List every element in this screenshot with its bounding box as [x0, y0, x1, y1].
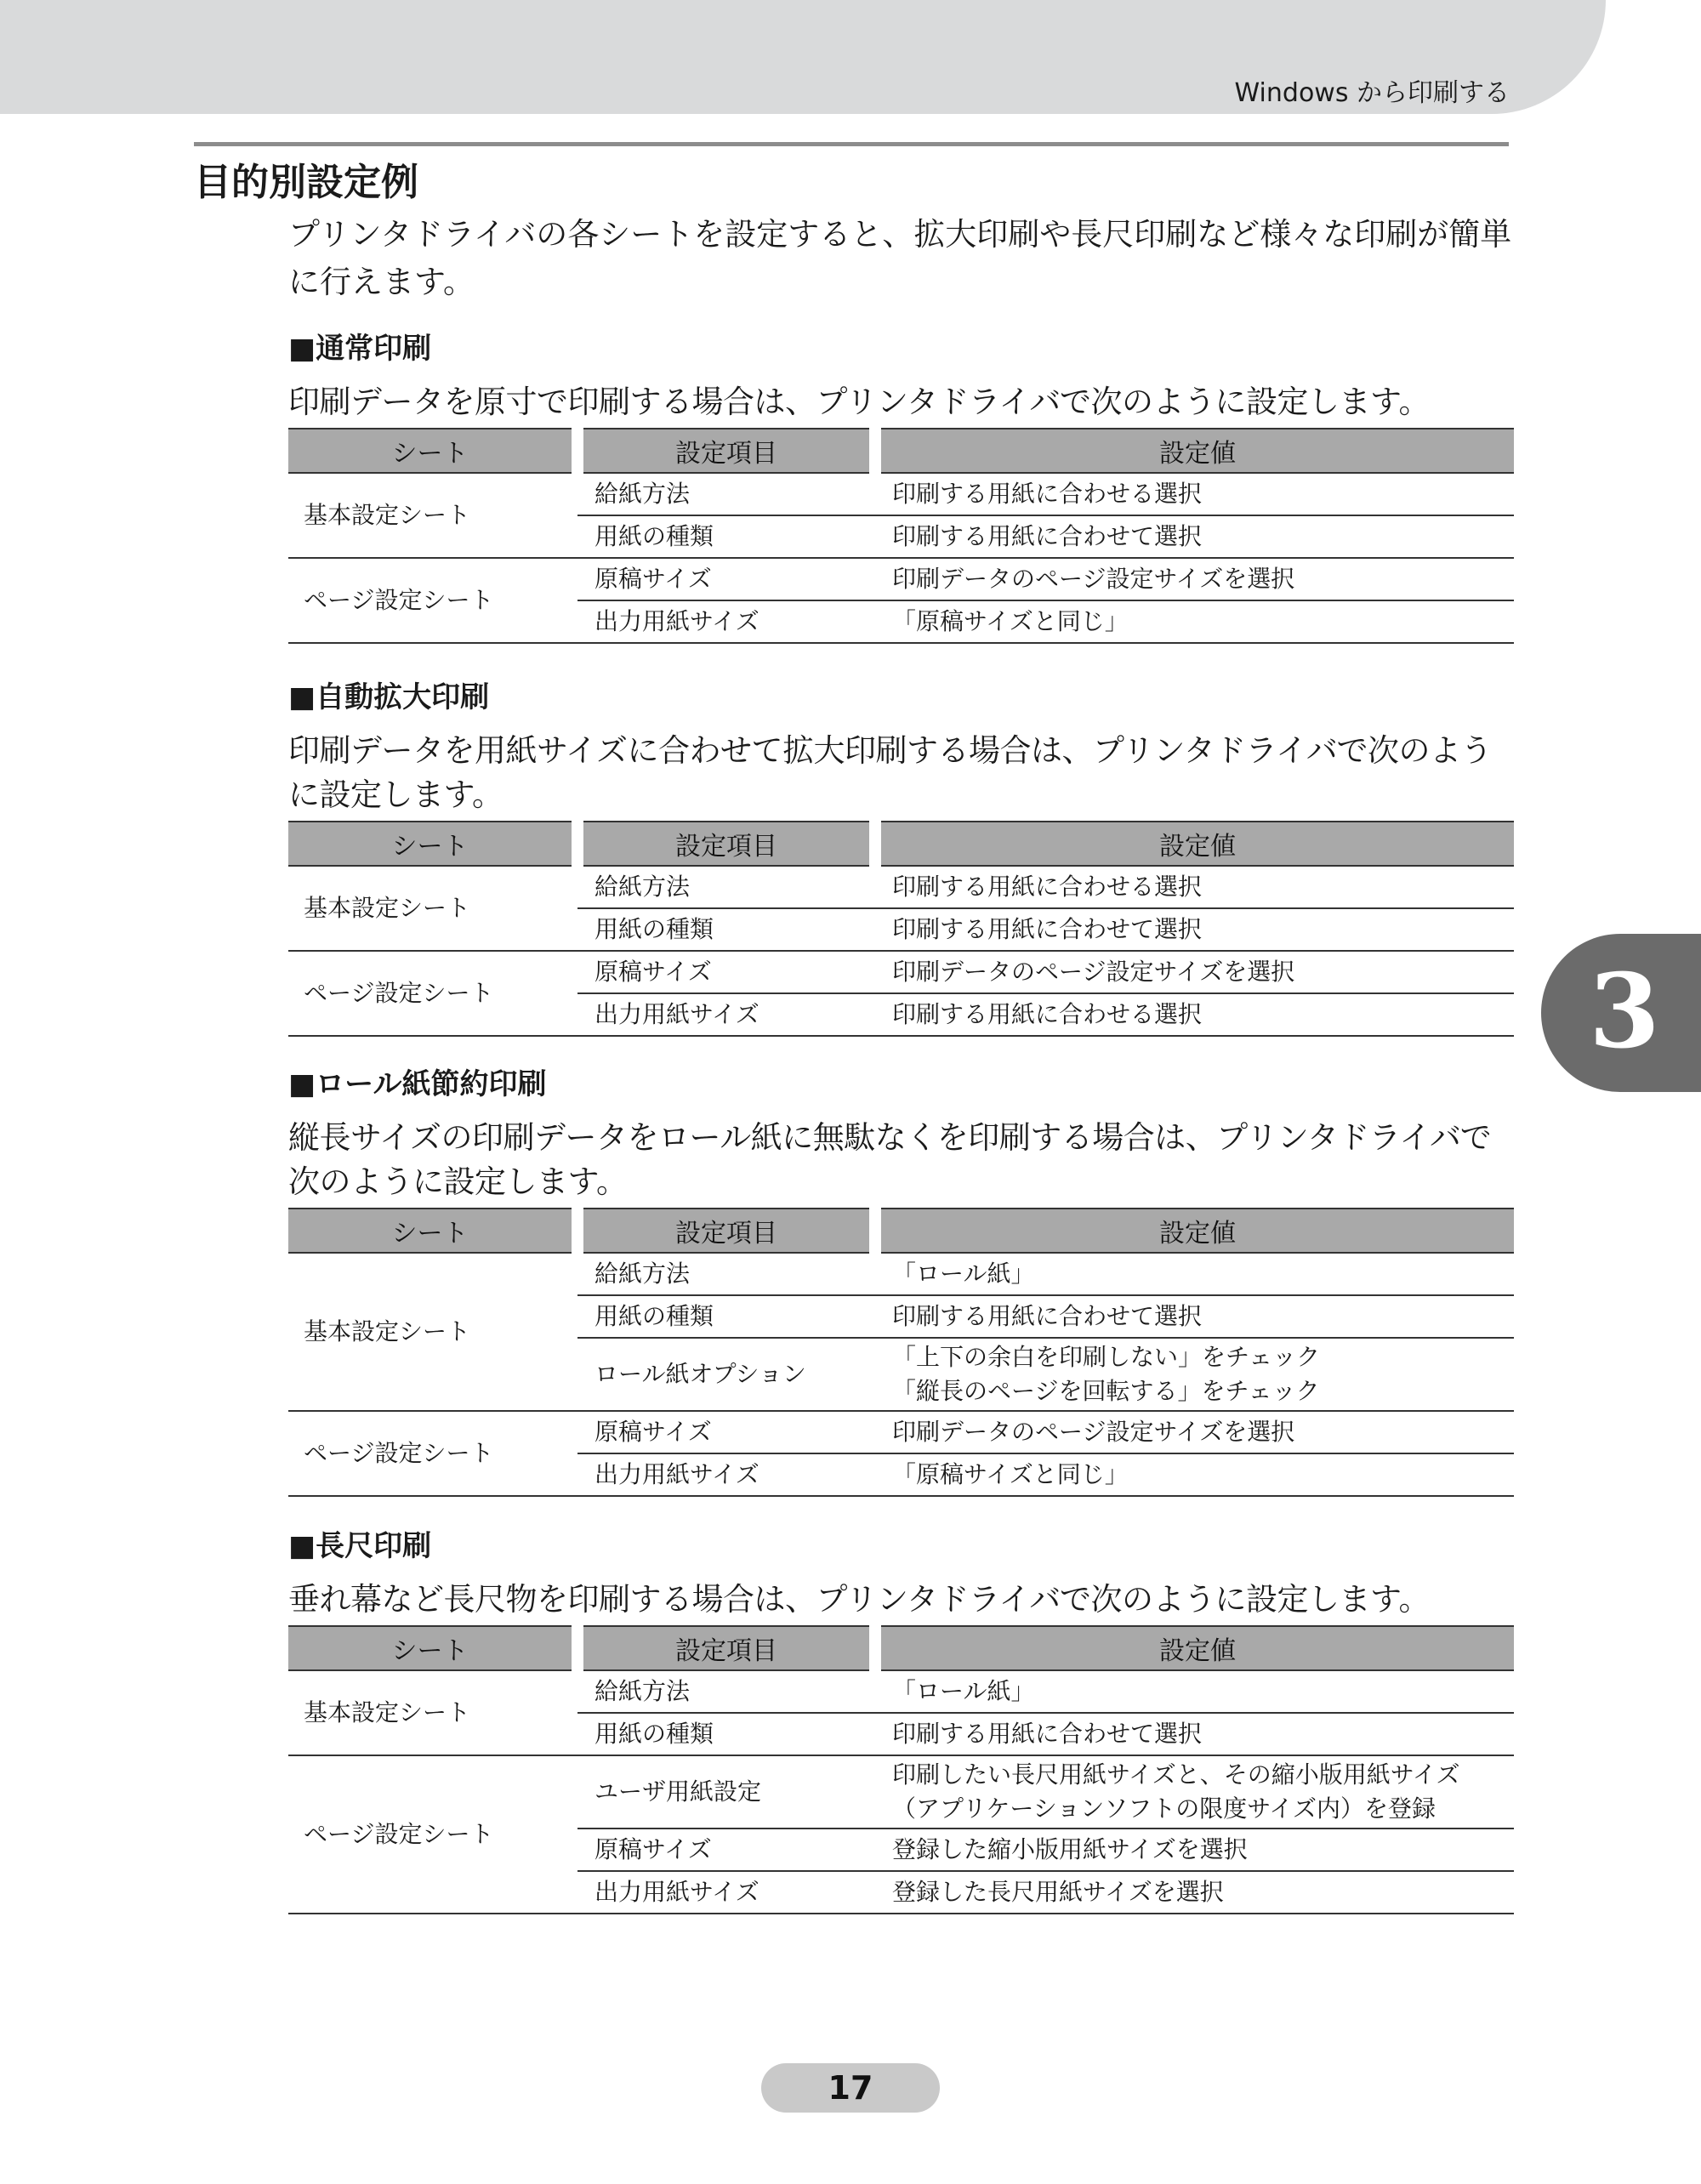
item-cell: 出力用紙サイズ — [577, 600, 875, 643]
item-cell: ロール紙オプション — [577, 1338, 875, 1411]
section-heading: ■自動拡大印刷 — [288, 680, 490, 714]
sheet-cell: ページ設定シート — [288, 558, 577, 643]
value-cell: 印刷する用紙に合わせて選択 — [875, 1295, 1514, 1338]
sheet-cell: ページ設定シート — [288, 1411, 577, 1496]
table-row — [288, 866, 1514, 908]
settings-table — [288, 428, 1514, 644]
value-cell: 「ロール紙」 — [875, 1253, 1514, 1295]
value-cell: 「原稿サイズと同じ」 — [875, 1453, 1514, 1496]
value-cell: 登録した長尺用紙サイズを選択 — [875, 1871, 1514, 1914]
value-cell: 印刷する用紙に合わせる選択 — [875, 473, 1514, 515]
section-description: 垂れ幕など長尺物を印刷する場合は、プリンタドライバで次のように設定します。 — [288, 1581, 1430, 1618]
column-header-item: 設定項目 — [577, 429, 875, 473]
table-row — [288, 473, 1514, 515]
value-cell: 印刷する用紙に合わせる選択 — [875, 993, 1514, 1036]
column-header-item: 設定項目 — [577, 822, 875, 866]
section-long-print — [288, 1525, 1514, 1914]
item-cell: 給紙方法 — [577, 1253, 875, 1295]
sheet-cell: ページ設定シート — [288, 951, 577, 1036]
table-header-row — [288, 1209, 1514, 1253]
column-header-value: 設定値 — [875, 1209, 1514, 1253]
item-cell: 原稿サイズ — [577, 1829, 875, 1871]
value-line: （アプリケーションソフトの限度サイズ内）を登録 — [892, 1794, 1436, 1823]
column-header-item: 設定項目 — [577, 1626, 875, 1670]
item-cell: ユーザ用紙設定 — [577, 1755, 875, 1829]
section-heading: ■通常印刷 — [288, 332, 432, 366]
section-heading: ■長尺印刷 — [288, 1529, 432, 1563]
settings-table — [288, 821, 1514, 1037]
item-cell: 用紙の種類 — [577, 1295, 875, 1338]
sheet-cell: 基本設定シート — [288, 473, 577, 558]
value-cell: 「原稿サイズと同じ」 — [875, 600, 1514, 643]
value-cell — [875, 1755, 1514, 1829]
settings-table — [288, 1208, 1514, 1497]
column-header-sheet: シート — [288, 1209, 577, 1253]
value-cell — [875, 1338, 1514, 1411]
column-header-sheet: シート — [288, 429, 577, 473]
page-number: 17 — [761, 2063, 940, 2113]
item-cell: 原稿サイズ — [577, 558, 875, 600]
item-cell: 原稿サイズ — [577, 1411, 875, 1453]
value-cell: 印刷する用紙に合わせて選択 — [875, 908, 1514, 951]
value-cell: 登録した縮小版用紙サイズを選択 — [875, 1829, 1514, 1871]
table-header-row — [288, 822, 1514, 866]
item-cell: 用紙の種類 — [577, 1713, 875, 1755]
column-header-value: 設定値 — [875, 822, 1514, 866]
section-normal-print — [288, 327, 1514, 644]
value-cell: 印刷する用紙に合わせて選択 — [875, 1713, 1514, 1755]
section-auto-enlarge — [288, 676, 1514, 1037]
column-header-sheet: シート — [288, 1626, 577, 1670]
value-cell: 印刷データのページ設定サイズを選択 — [875, 951, 1514, 993]
settings-table — [288, 1625, 1514, 1914]
item-cell: 用紙の種類 — [577, 908, 875, 951]
table-row — [288, 558, 1514, 600]
table-header-row — [288, 429, 1514, 473]
item-cell: 原稿サイズ — [577, 951, 875, 993]
value-cell: 印刷データのページ設定サイズを選択 — [875, 1411, 1514, 1453]
sheet-cell: 基本設定シート — [288, 1670, 577, 1755]
item-cell: 給紙方法 — [577, 866, 875, 908]
item-cell: 給紙方法 — [577, 473, 875, 515]
running-header: Windows から印刷する — [1234, 78, 1510, 108]
table-row — [288, 1411, 1514, 1453]
item-cell: 出力用紙サイズ — [577, 993, 875, 1036]
table-header-row — [288, 1626, 1514, 1670]
column-header-value: 設定値 — [875, 429, 1514, 473]
chapter-number: 3 — [1589, 952, 1660, 1072]
page-title: 目的別設定例 — [194, 161, 418, 204]
sheet-cell: 基本設定シート — [288, 1253, 577, 1411]
section-heading: ■ロール紙節約印刷 — [288, 1067, 547, 1101]
value-line: 印刷したい長尺用紙サイズと、その縮小版用紙サイズ — [892, 1760, 1460, 1789]
table-row — [288, 1755, 1514, 1829]
column-header-value: 設定値 — [875, 1626, 1514, 1670]
value-line: 「上下の余白を印刷しない」をチェック — [892, 1343, 1321, 1371]
item-cell: 出力用紙サイズ — [577, 1453, 875, 1496]
section-description: 縦長サイズの印刷データをロール紙に無駄なくを印刷する場合は、プリンタドライバで次のように設定します。 — [288, 1119, 1492, 1200]
sheet-cell: ページ設定シート — [288, 1755, 577, 1914]
intro-paragraph: プリンタドライバの各シートを設定すると、拡大印刷や長尺印刷など様々な印刷が簡単に行えます。 — [288, 216, 1512, 300]
value-cell: 「ロール紙」 — [875, 1670, 1514, 1713]
item-cell: 給紙方法 — [577, 1670, 875, 1713]
column-header-item: 設定項目 — [577, 1209, 875, 1253]
table-row — [288, 1253, 1514, 1295]
column-header-sheet: シート — [288, 822, 577, 866]
table-row — [288, 1670, 1514, 1713]
section-roll-saving — [288, 1063, 1514, 1497]
value-cell: 印刷する用紙に合わせて選択 — [875, 515, 1514, 558]
item-cell: 用紙の種類 — [577, 515, 875, 558]
value-line: 「縦長のページを回転する」をチェック — [892, 1377, 1320, 1405]
section-description: 印刷データを用紙サイズに合わせて拡大印刷する場合は、プリンタドライバで次のように設定します。 — [288, 732, 1492, 813]
sheet-cell: 基本設定シート — [288, 866, 577, 951]
item-cell: 出力用紙サイズ — [577, 1871, 875, 1914]
value-cell: 印刷する用紙に合わせる選択 — [875, 866, 1514, 908]
value-cell: 印刷データのページ設定サイズを選択 — [875, 558, 1514, 600]
section-description: 印刷データを原寸で印刷する場合は、プリンタドライバで次のように設定します。 — [288, 384, 1430, 420]
title-rule — [194, 142, 1509, 146]
table-row — [288, 951, 1514, 993]
